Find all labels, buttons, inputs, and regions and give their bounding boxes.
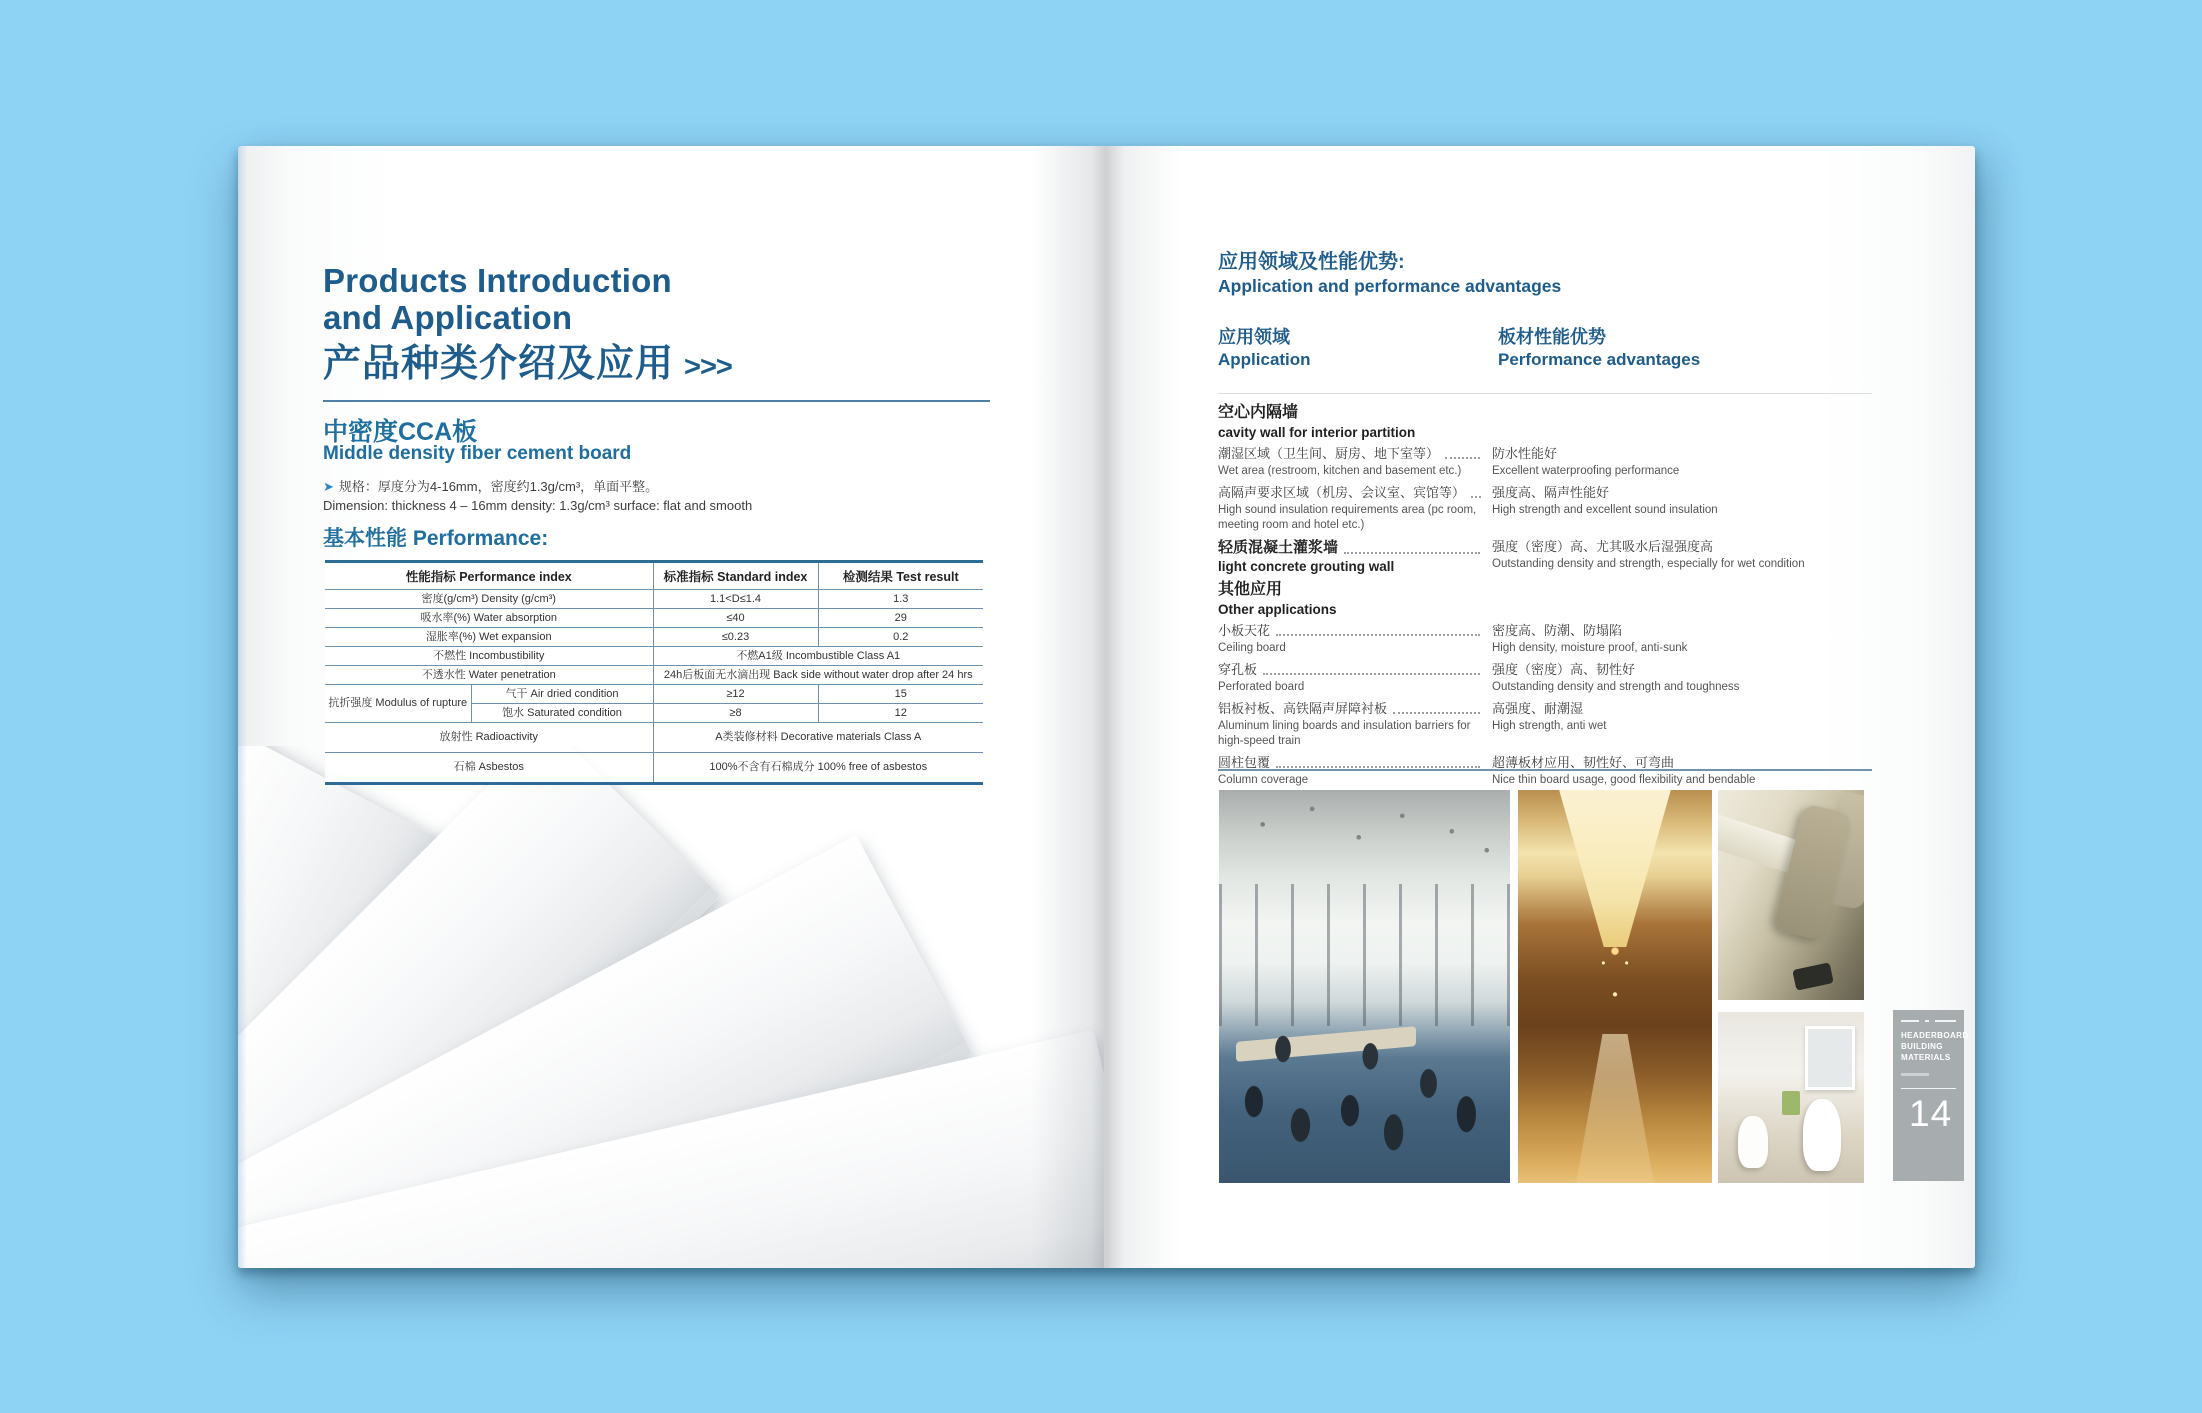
tab-divider <box>1901 1088 1956 1089</box>
application-item: 轻质混凝土灌浆墙 light concrete grouting wall <box>1218 538 1482 574</box>
table-cell: ≤0.23 <box>653 628 818 647</box>
application-row <box>1218 445 1872 479</box>
table-cell: A类装修材料 Decorative materials Class A <box>653 723 983 753</box>
dotted-leader <box>1276 634 1480 636</box>
table-cell: 不燃A1级 Incombustible Class A1 <box>653 647 983 666</box>
application-item: 小板天花 Ceiling board <box>1218 622 1482 656</box>
application-item: 潮湿区域（卫生间、厨房、地下室等） Wet area (restroom, kitchen and basement etc.) <box>1218 445 1482 479</box>
fiber-cement-boards-photo <box>238 746 1104 1268</box>
application-item: 高隔声要求区域（机房、会议室、宾馆等） High sound insulation requirements area (pc room, meeting room and hotel etc.) <box>1218 484 1482 533</box>
performance-table-wrap <box>325 560 983 785</box>
table-cell: 放射性 Radioactivity <box>325 723 653 753</box>
chevrons-icon: >>> <box>684 351 732 383</box>
application-row <box>1218 538 1872 574</box>
advantage-item: 强度（密度）高、韧性好 Outstanding density and strength and toughness <box>1492 662 1740 693</box>
application-row <box>1218 754 1872 788</box>
table-cell: 饱水 Saturated condition <box>471 704 653 723</box>
conference-chairs <box>1219 1002 1510 1183</box>
application-column-header: 应用领域 Application <box>1218 327 1311 369</box>
dotted-leader <box>1471 496 1481 498</box>
application-item: 铝板衬板、高铁隔声屏障衬板 Aluminum lining boards and insulation barriers for high-speed train <box>1218 700 1482 749</box>
advantage-item: 强度（密度）高、尤其吸水后湿强度高 Outstanding density and strength, especially for wet condition <box>1492 539 1805 570</box>
table-cell: 24h后板面无水滴出现 Back side without water drop after 24 hrs <box>653 666 983 685</box>
dotted-leader <box>1344 552 1480 554</box>
table-cell: 1.3 <box>818 590 983 609</box>
page-title <box>323 262 732 390</box>
table-cell: 1.1<D≤1.4 <box>653 590 818 609</box>
towel <box>1782 1091 1800 1115</box>
table-row <box>325 628 983 647</box>
dotted-leader <box>1445 457 1480 459</box>
page-number: 14 <box>1909 1092 1953 1134</box>
dotted-leader <box>1393 712 1480 714</box>
corridor-photo <box>1518 790 1712 1183</box>
table-cell: 29 <box>818 609 983 628</box>
title-rule <box>323 400 990 402</box>
toilet <box>1803 1099 1841 1171</box>
application-row <box>1218 622 1872 656</box>
table-row <box>325 753 983 784</box>
table-cell: 15 <box>818 685 983 704</box>
spec-line-zh: ➤ 规格：厚度分为4-16mm，密度约1.3g/cm³，单面平整。 <box>323 479 659 494</box>
product-spec <box>323 477 752 515</box>
table-cell: 不透水性 Water penetration <box>325 666 653 685</box>
advantage-item: 超薄板材应用、韧性好、可弯曲 Nice thin board usage, good flexibility and bendable <box>1492 755 1756 786</box>
table-row <box>325 666 983 685</box>
table-cell: 抗折强度 Modulus of rupture <box>325 685 471 723</box>
catalog-spread <box>238 146 1975 1268</box>
table-cell: 12 <box>818 704 983 723</box>
table-cell: 密度(g/cm³) Density (g/cm³) <box>325 590 653 609</box>
table-cell: ≥12 <box>653 685 818 704</box>
arrow-icon: ➤ <box>323 479 334 494</box>
ceiling-lights <box>1219 790 1510 876</box>
table-cell: 气干 Air dried condition <box>471 685 653 704</box>
table-cell: 湿胀率(%) Wet expansion <box>325 628 653 647</box>
table-header-cell: 标准指标 Standard index <box>653 562 818 590</box>
right-heading-en: Application and performance advantages <box>1218 276 1562 296</box>
table-row <box>325 609 983 628</box>
table-row <box>325 590 983 609</box>
application-row <box>1218 700 1872 749</box>
dotted-leader <box>1276 766 1480 768</box>
title-en-line2: and Application <box>323 299 573 336</box>
column-header-rule <box>1218 393 1872 394</box>
application-section-heading: 其他应用 Other applications <box>1218 581 1337 617</box>
page-tab <box>1893 1010 1969 1181</box>
chair-base <box>1792 963 1833 991</box>
table-row <box>325 685 983 704</box>
table-cell: 不燃性 Incombustibility <box>325 647 653 666</box>
title-zh: 产品种类介绍及应用 >>> <box>323 343 732 385</box>
meeting-room-photo <box>1219 790 1510 1183</box>
dotted-leader <box>1263 673 1480 675</box>
application-item: 圆柱包覆 Column coverage <box>1218 754 1482 788</box>
right-page-heading <box>1218 250 1561 298</box>
performance-heading: 基本性能 Performance: <box>323 527 549 550</box>
title-en-line1: Products Introduction <box>323 262 672 299</box>
advantage-item: 防水性能好 Excellent waterproofing performance <box>1492 446 1680 477</box>
advantage-item: 强度高、隔声性能好 High strength and excellent sound insulation <box>1492 485 1718 516</box>
office-chairs-photo <box>1718 790 1864 1000</box>
application-row <box>1218 484 1872 533</box>
wall-panel <box>1805 1026 1855 1090</box>
right-heading-zh: 应用领域及性能优势: <box>1218 251 1405 273</box>
table-row <box>325 647 983 666</box>
advantage-item: 高强度、耐潮湿 High strength, anti wet <box>1492 701 1607 732</box>
table-cell: 吸水率(%) Water absorption <box>325 609 653 628</box>
photos-divider-rule <box>1218 769 1872 771</box>
table-cell: 0.2 <box>818 628 983 647</box>
application-section-heading: 空心内隔墙 cavity wall for interior partition <box>1218 404 1416 440</box>
bathroom-photo <box>1718 1012 1864 1183</box>
performance-table <box>325 560 983 785</box>
advantages-column-header: 板材性能优势 Performance advantages <box>1498 327 1701 369</box>
spec-line-en: Dimension: thickness 4 – 16mm density: 1.3g/cm³ surface: flat and smooth <box>323 498 753 513</box>
product-name-en: Middle density fiber cement board <box>323 443 632 464</box>
tab-small-text <box>1901 1073 1929 1076</box>
table-cell: 石棉 Asbestos <box>325 753 653 784</box>
application-item: 穿孔板 Perforated board <box>1218 661 1482 695</box>
brand-name: HEADERBOARD BUILDING MATERIALS <box>1901 1031 1969 1063</box>
page-edge <box>238 146 247 1268</box>
table-header-cell: 性能指标 Performance index <box>325 562 653 590</box>
table-cell: ≥8 <box>653 704 818 723</box>
product-name-zh: 中密度CCA板 <box>323 418 478 446</box>
bidet <box>1738 1116 1767 1167</box>
application-row <box>1218 661 1872 695</box>
tab-dashes-icon <box>1901 1020 1956 1022</box>
table-cell: 100%不含有石棉成分 100% free of asbestos <box>653 753 983 784</box>
table-cell: ≤40 <box>653 609 818 628</box>
application-list <box>1218 398 1872 793</box>
advantage-item: 密度高、防潮、防塌陷 High density, moisture proof, anti-sunk <box>1492 623 1688 654</box>
table-header-cell: 检测结果 Test result <box>818 562 983 590</box>
table-row <box>325 723 983 753</box>
